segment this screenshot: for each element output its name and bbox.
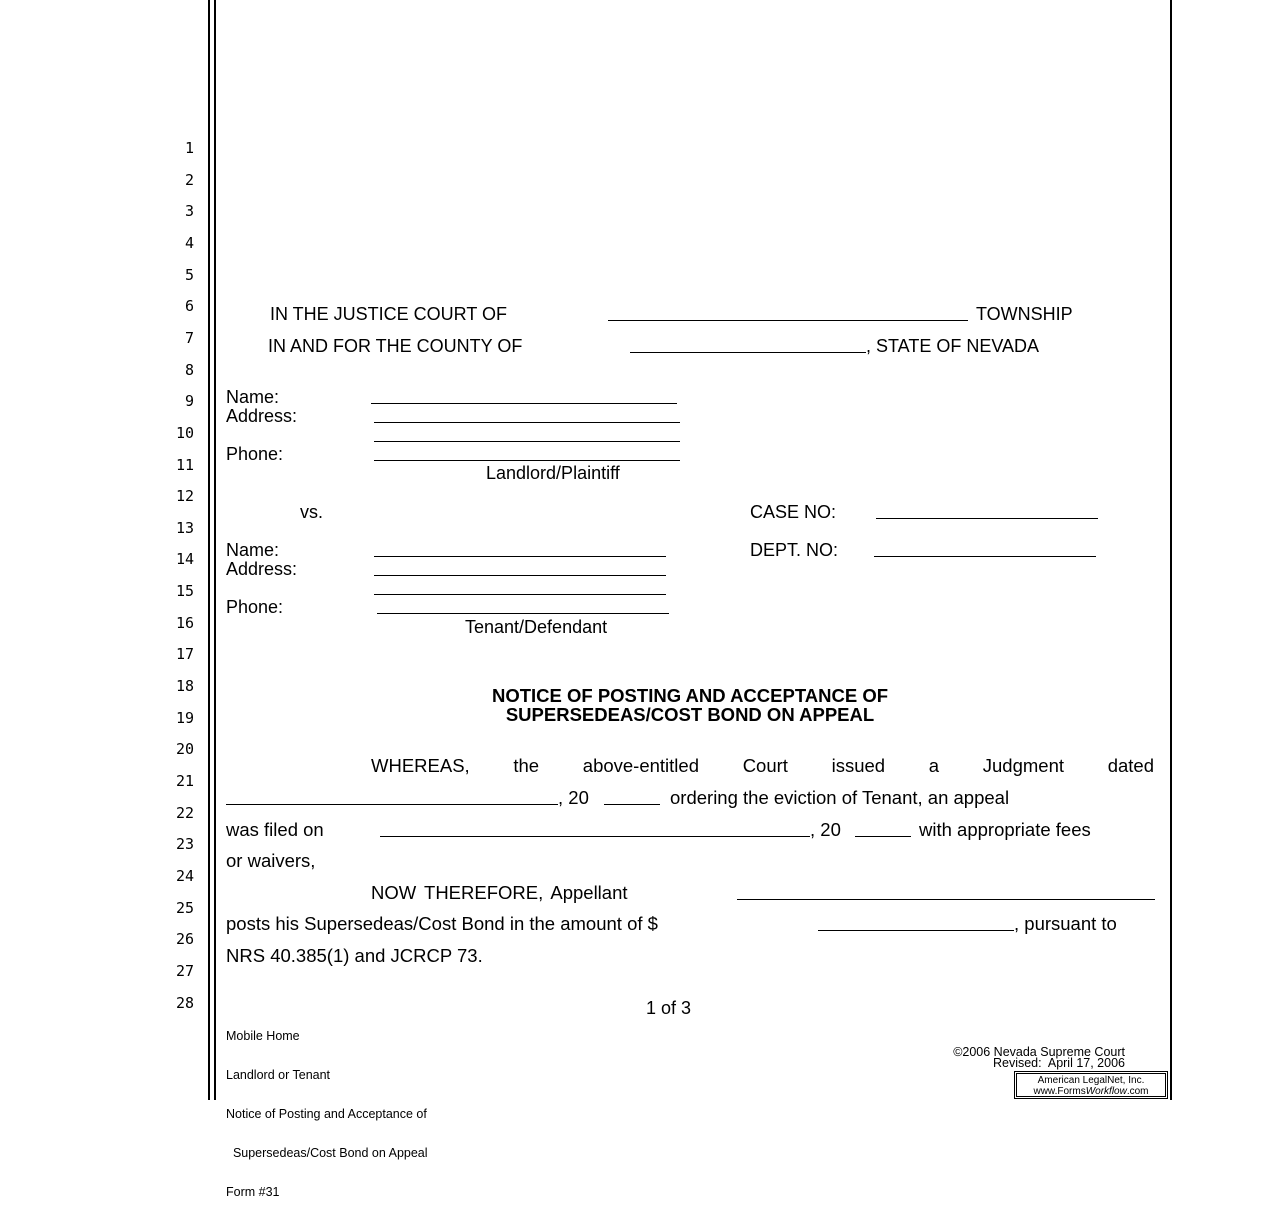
line-number: 7 [184,328,194,347]
line-number: 23 [175,835,194,854]
footer-line-4: Supersedeas/Cost Bond on Appeal [226,1146,428,1160]
page-number: 1 of 3 [646,998,692,1018]
line-number: 25 [175,898,194,917]
pursuant-text: , pursuant to [1014,913,1117,934]
line-number: 26 [175,930,194,949]
line-number: 11 [175,455,194,474]
township-field[interactable] [608,320,968,321]
line-number: 22 [175,803,194,822]
state-label: , STATE OF NEVADA [866,336,1040,356]
left-margin-rule-outer [208,0,210,1100]
line-number: 27 [175,961,194,980]
line-number: 1 [184,139,194,157]
line-number: 6 [184,297,194,316]
filed-on-text: was filed on [226,819,324,840]
plaintiff-name-field[interactable] [371,403,677,404]
vs-label: vs. [300,502,324,522]
county-field[interactable] [630,352,866,353]
appeal-year-prefix: , 20 [810,819,841,840]
line-number: 2 [184,170,194,189]
line-number: 18 [175,677,194,696]
appeal-date-field[interactable] [380,836,810,837]
dept-no-label: DEPT. NO: [750,540,839,560]
copyright-text: ©2006 Nevada Supreme Court [953,1045,1125,1059]
appeal-year-field[interactable] [855,836,911,837]
fees-text: with appropriate fees [919,819,1091,840]
bond-amount-text: posts his Supersedeas/Cost Bond in the amount of $ [226,913,658,934]
case-no-field[interactable] [876,518,1098,519]
line-number: 17 [175,645,194,664]
defendant-address-label: Address: [226,559,298,579]
revised-text: Revised: April 17, 2006 [992,1056,1125,1070]
case-no-label: CASE NO: [750,502,837,522]
township-label: TOWNSHIP [976,304,1073,324]
whereas-text: WHEREAS, the above-entitled Court issued a Judgment dated [371,755,1154,776]
plaintiff-address-label: Address: [226,406,298,426]
left-margin-rule-inner [214,0,216,1100]
judgment-year-prefix: , 20 [558,787,589,808]
line-number: 5 [184,265,194,284]
line-number: 12 [175,487,194,506]
defendant-phone-field[interactable] [377,613,669,614]
right-margin-rule [1170,0,1172,1100]
line-number: 14 [175,550,194,569]
plaintiff-address-field-1[interactable] [374,422,680,423]
plaintiff-name-label: Name: [226,387,280,407]
judgment-year-field[interactable] [604,804,660,805]
line-number: 4 [184,233,194,252]
now-therefore-text: NOW THEREFORE, Appellant [371,882,628,903]
plaintiff-address-field-2[interactable] [374,441,680,442]
judgment-date-field[interactable] [226,804,558,805]
defendant-address-field-2[interactable] [374,594,666,595]
footer-line-2: Landlord or Tenant [226,1068,331,1082]
defendant-name-label: Name: [226,540,280,560]
document-title-line-2: SUPERSEDEAS/COST BOND ON APPEAL [505,704,875,725]
line-number: 15 [175,582,194,601]
court-prefix: IN THE JUSTICE COURT OF [270,304,508,324]
defendant-address-field-1[interactable] [374,575,666,576]
publisher-name: American LegalNet, Inc. [1037,1075,1145,1086]
footer-form-info [226,1004,428,1212]
line-number: 9 [184,392,194,411]
waivers-text: or waivers, [226,850,316,871]
dept-no-field[interactable] [874,556,1096,557]
defendant-role: Tenant/Defendant [465,617,608,637]
line-number: 16 [175,613,194,632]
footer-line-1: Mobile Home [226,1029,300,1043]
plaintiff-role: Landlord/Plaintiff [486,463,620,483]
line-number: 19 [175,708,194,727]
document-title-line-1: NOTICE OF POSTING AND ACCEPTANCE OF [491,685,889,706]
line-number: 21 [175,772,194,790]
appellant-field[interactable] [737,899,1155,900]
line-number: 8 [184,360,194,379]
line-number: 3 [184,202,194,221]
publisher-badge[interactable] [1016,1073,1166,1097]
line-number: 28 [175,993,194,1012]
county-prefix: IN AND FOR THE COUNTY OF [268,336,523,356]
plaintiff-phone-label: Phone: [226,444,284,464]
line-number: 10 [175,423,194,442]
nrs-citation-text: NRS 40.385(1) and JCRCP 73. [226,945,483,966]
eviction-text: ordering the eviction of Tenant, an appeal [670,787,1010,808]
footer-line-3: Notice of Posting and Acceptance of [226,1107,427,1121]
bond-amount-field[interactable] [818,930,1014,931]
line-number: 20 [175,740,194,759]
plaintiff-phone-field[interactable] [374,460,680,461]
line-number: 24 [175,866,194,885]
body-line-1 [371,756,1154,776]
line-number: 13 [175,518,194,537]
defendant-name-field[interactable] [374,556,666,557]
defendant-phone-label: Phone: [226,597,284,617]
footer-line-5: Form #31 [226,1185,280,1199]
publisher-url: www.FormsWorkflow.com [1033,1086,1149,1097]
